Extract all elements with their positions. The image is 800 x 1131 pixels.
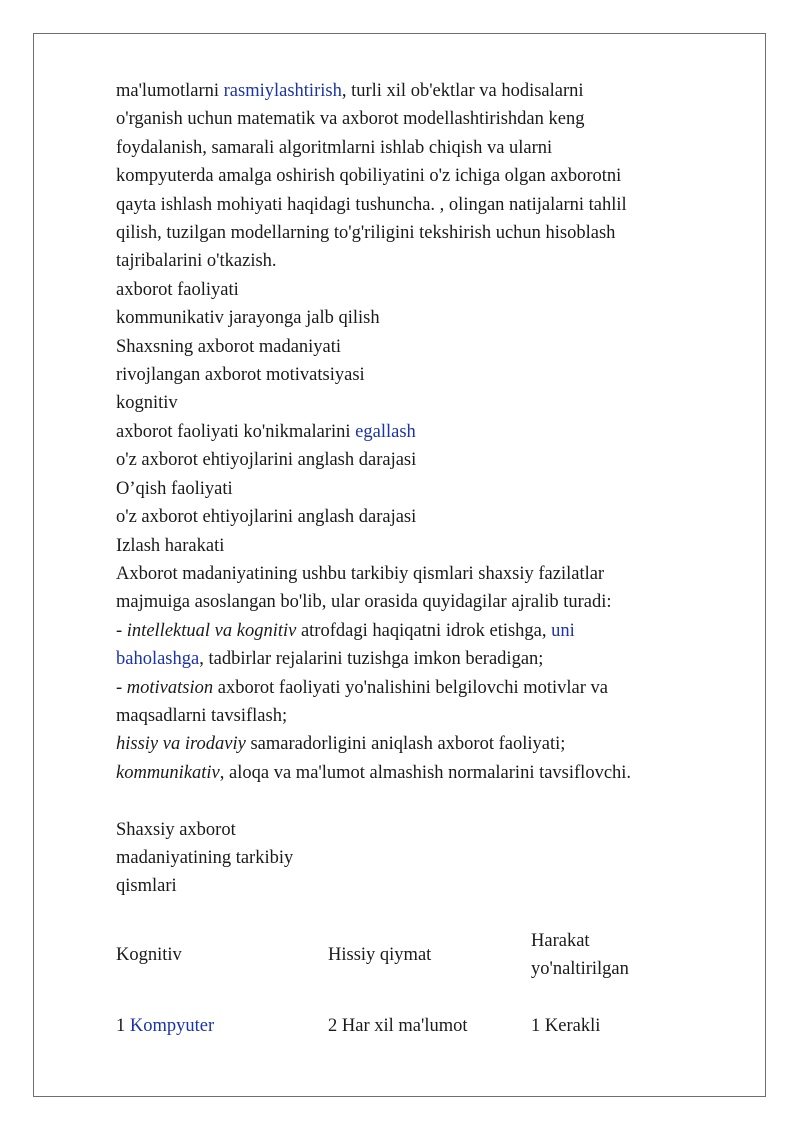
text-line bbox=[116, 304, 726, 332]
text-run: madaniyatining tarkibiy bbox=[116, 847, 294, 868]
text-line bbox=[116, 361, 726, 389]
text-run: Axborot madaniyatining ushbu tarkibiy qismlari shaxsiy fazilatlar bbox=[116, 563, 605, 584]
italic-term: motivatsion bbox=[126, 677, 214, 698]
italic-term: hissiy va irodaviy bbox=[116, 734, 246, 755]
text-run: ma'lumotlarni bbox=[116, 81, 224, 101]
table-header-cognitive: Kognitiv bbox=[116, 945, 182, 965]
table-cell-r1c1-num: 1 bbox=[116, 1016, 126, 1036]
text-run: o'rganish uchun matematik va axborot modellashtirishdan keng bbox=[116, 109, 585, 130]
text-line bbox=[116, 134, 726, 162]
text-line bbox=[116, 418, 726, 446]
text-run: , tadbirlar rejalarini tuzishga imkon beradigan; bbox=[199, 649, 544, 670]
text-run: qilish, tuzilgan modellarning to'g'riligini tekshirish uchun hisoblash bbox=[116, 223, 616, 244]
text-line bbox=[116, 844, 726, 872]
text-line bbox=[116, 816, 726, 844]
text-run: tajribalarini o'tkazish. bbox=[116, 251, 277, 272]
text-line bbox=[116, 588, 726, 616]
text-line bbox=[116, 872, 726, 900]
table-header-action-line2: yo'naltirilgan bbox=[531, 959, 629, 979]
document-page bbox=[33, 33, 766, 1097]
italic-term: intellektual va kognitiv bbox=[126, 620, 297, 641]
text-line bbox=[116, 702, 726, 730]
text-run: axborot faoliyati bbox=[116, 279, 239, 300]
text-run: qayta ishlash mohiyati haqidagi tushuncha. , olingan natijalarni tahlil bbox=[116, 194, 627, 215]
hyperlink[interactable]: uni bbox=[551, 620, 575, 641]
text-run: qismlari bbox=[116, 876, 177, 897]
computer-link[interactable]: Kompyuter bbox=[129, 1016, 215, 1036]
text-run: kompyuterda amalga oshirish qobiliyatini o'z ichiga olgan axborotni bbox=[116, 166, 622, 187]
table-cell-r1c2: 2 Har xil ma'lumot bbox=[328, 1016, 468, 1036]
text-line bbox=[116, 162, 726, 190]
table-header-action-line1: Harakat bbox=[531, 931, 590, 951]
text-run: kommunikativ jarayonga jalb qilish bbox=[116, 308, 380, 329]
text-run: O’qish faoliyati bbox=[116, 478, 233, 499]
table-header-emotional: Hissiy qiymat bbox=[328, 945, 432, 965]
text-line bbox=[116, 532, 726, 560]
text-line bbox=[116, 77, 726, 105]
text-line bbox=[116, 560, 726, 588]
text-line bbox=[116, 389, 726, 417]
text-run: Izlash harakati bbox=[116, 535, 225, 556]
document-body bbox=[116, 77, 726, 901]
text-line bbox=[116, 617, 726, 645]
text-line bbox=[116, 333, 726, 361]
text-run: , turli xil ob'ektlar va hodisalarni bbox=[341, 81, 584, 101]
text-run: atrofdagi haqiqatni idrok etishga, bbox=[296, 620, 552, 641]
text-run: maqsadlarni tavsiflash; bbox=[116, 705, 288, 726]
table-cell-r1c1 bbox=[116, 1012, 214, 1040]
text-line bbox=[116, 276, 726, 304]
text-line bbox=[116, 730, 726, 758]
text-run: o'z axborot ehtiyojlarini anglash darajasi bbox=[116, 450, 417, 471]
hyperlink[interactable]: rasmiylashtirish bbox=[223, 81, 342, 101]
hyperlink[interactable]: egallash bbox=[355, 421, 416, 442]
table-cell-r1c3: 1 Kerakli bbox=[531, 1016, 601, 1036]
text-line bbox=[116, 247, 726, 275]
text-line bbox=[116, 787, 726, 815]
text-run: kognitiv bbox=[116, 393, 178, 414]
text-line bbox=[116, 674, 726, 702]
text-line bbox=[116, 191, 726, 219]
text-run: samaradorligini aniqlash axborot faoliyati; bbox=[245, 734, 566, 755]
text-line bbox=[116, 645, 726, 673]
text-run: Shaxsning axborot madaniyati bbox=[116, 336, 342, 357]
text-run: majmuiga asoslangan bo'lib, ular orasida quyidagilar ajralib turadi: bbox=[116, 592, 612, 613]
text-line bbox=[116, 759, 726, 787]
text-run: - bbox=[116, 677, 127, 698]
text-line bbox=[116, 105, 726, 133]
text-line bbox=[116, 475, 726, 503]
text-run: axborot faoliyati yo'nalishini belgilovchi motivlar va bbox=[213, 677, 608, 698]
text-run: rivojlangan axborot motivatsiyasi bbox=[116, 365, 365, 386]
text-run: foydalanish, samarali algoritmlarni ishlab chiqish va ularni bbox=[116, 137, 553, 158]
text-run: Shaxsiy axborot bbox=[116, 819, 236, 840]
text-run: o'z axborot ehtiyojlarini anglash darajasi bbox=[116, 507, 417, 528]
text-line bbox=[116, 503, 726, 531]
text-line bbox=[116, 446, 726, 474]
italic-term: kommunikativ bbox=[116, 762, 220, 783]
hyperlink[interactable]: baholashga bbox=[116, 649, 200, 670]
text-run: - bbox=[116, 620, 127, 641]
text-line bbox=[116, 219, 726, 247]
text-run: , aloqa va ma'lumot almashish normalarini tavsiflovchi. bbox=[219, 762, 632, 783]
text-run: axborot faoliyati ko'nikmalarini bbox=[116, 421, 356, 442]
